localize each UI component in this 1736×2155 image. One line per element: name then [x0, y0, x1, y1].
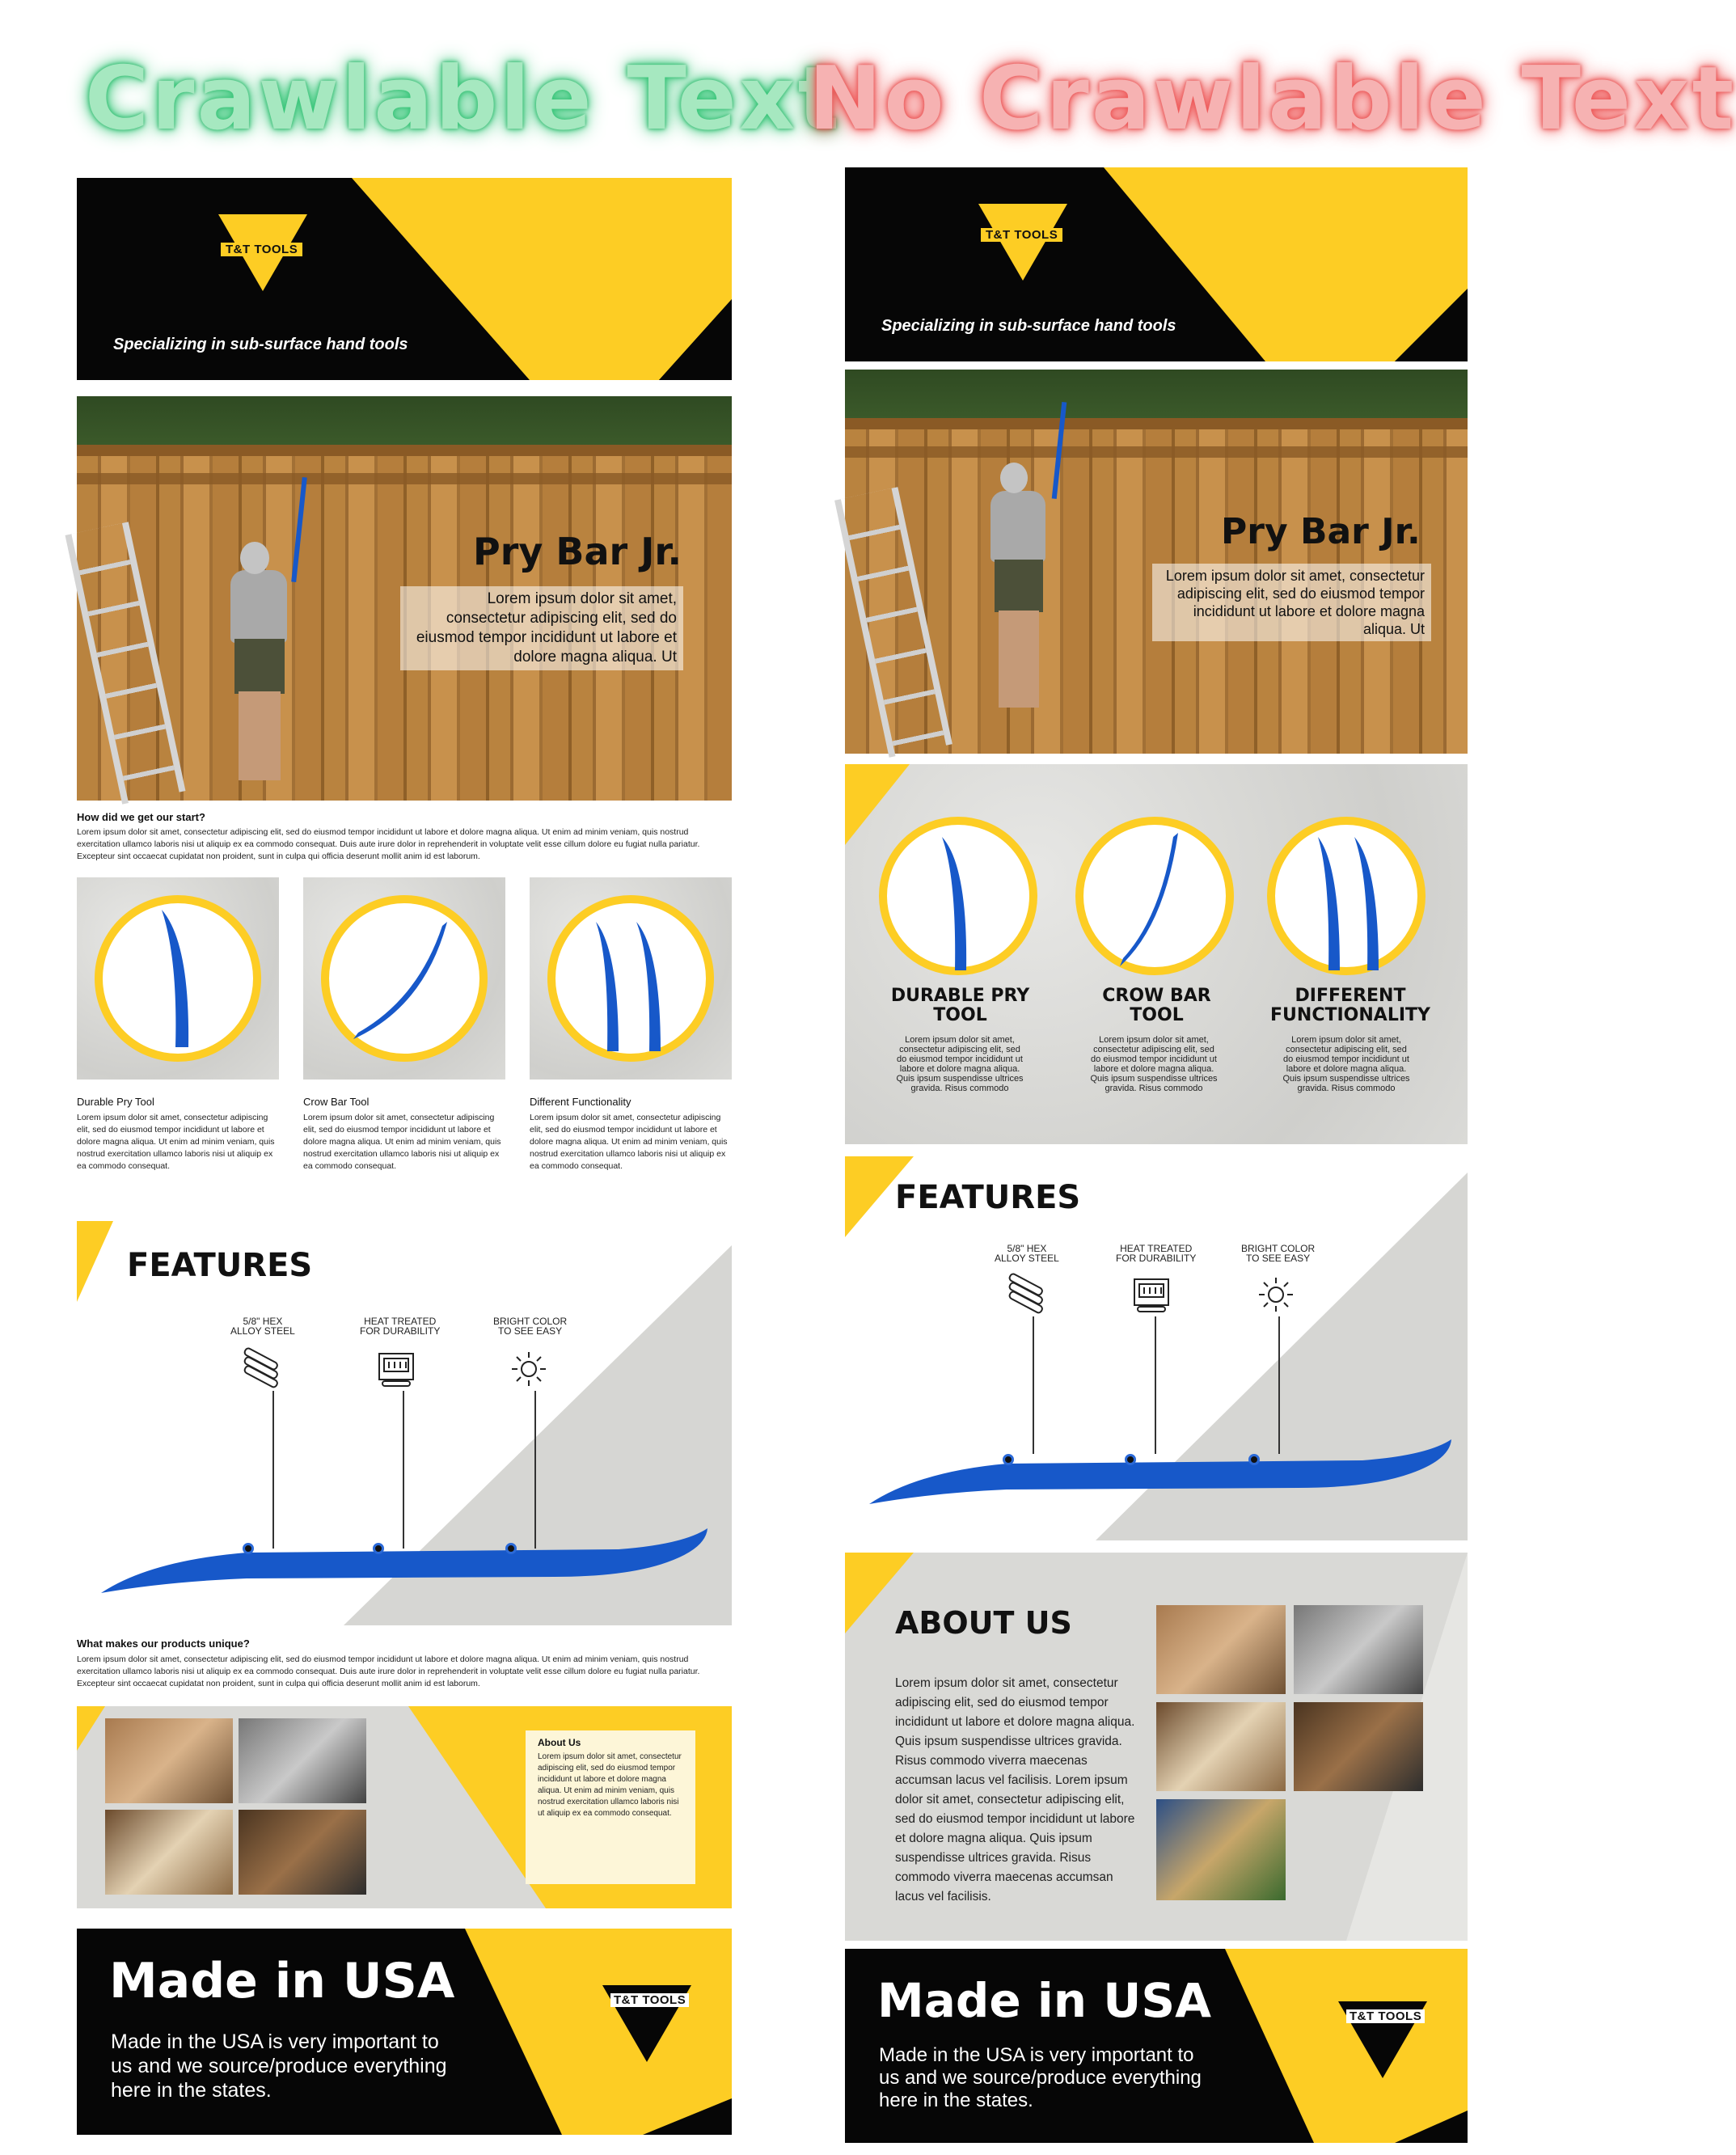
about-photo-5 — [1156, 1799, 1286, 1900]
ladder-image — [65, 522, 186, 804]
about-panel-left — [77, 1706, 732, 1908]
brand-logo: T&T TOOLS — [221, 243, 302, 256]
steel-rods-icon — [240, 1350, 287, 1388]
sun-icon — [1252, 1276, 1299, 1313]
right-card-body-1: Lorem ipsum dolor sit amet, consectetur adipiscing elit, sed do eiusmod tempor incididunt ut labore et dolore magna aliqua. Quis ipsum suspendisse ultrices gravida. Risus commodo — [896, 1035, 1024, 1093]
about-heading-right: ABOUT US — [895, 1605, 1072, 1641]
features-title: FEATURES — [127, 1247, 313, 1284]
about-photo-4 — [1294, 1702, 1423, 1791]
hero-photo-right — [845, 370, 1468, 754]
pry-bar-icon — [77, 877, 279, 1080]
card-title-3: Different Functionality — [530, 1096, 631, 1108]
tools-photo-2 — [239, 1718, 366, 1803]
brand-logo-footer-left: T&T TOOLS — [610, 1993, 689, 2007]
product-card-image-3 — [530, 877, 732, 1080]
feature-label-right-2: HEAT TREATED FOR DURABILITY — [1116, 1243, 1197, 1264]
features-cards-right — [845, 764, 1468, 1144]
tagline-right: Specializing in sub-surface hand tools — [881, 317, 1176, 335]
made-in-usa-left — [77, 1929, 732, 2135]
card-body-1: Lorem ipsum dolor sit amet, consectetur adipiscing elit, sed do eiusmod tempor incididunt ut labore et dolore magna aliqua. Ut enim ad minim veniam, quis nostrud exercitation ullamco laboris nisi ut aliquip ex ea commodo consequat. — [77, 1113, 275, 1171]
card-body-2: Lorem ipsum dolor sit amet, consectetur adipiscing elit, sed do eiusmod tempor incididunt ut labore et dolore magna aliqua. Ut enim ad minim veniam, quis nostrud exercitation ullamco laboris nisi ut aliquip ex ea commodo consequat. — [303, 1113, 501, 1171]
hero-title: Pry Bar Jr. — [473, 530, 682, 573]
tools-photo-1 — [105, 1718, 233, 1803]
unique-body: Lorem ipsum dolor sit amet, consectetur adipiscing elit, sed do eiusmod tempor incididunt ut labore et dolore magna aliqua. Ut enim ad minim veniam, quis nostrud exercitation ullamco laboris nisi ut aliquip ex ea commodo consequat. Duis aute irure dolor in reprehenderit in voluptate velit esse cillum dolore eu fugiat nulla pariatur. Excepteur sint occaecat cupidatat non proident, sunt in culpa qui officia deserunt mollit anim id est laborum. — [77, 1654, 700, 1688]
crawlable-text-heading: Crawlable Text — [85, 49, 843, 150]
made-title-left: Made in USA — [109, 1953, 455, 2009]
made-title-right: Made in USA — [877, 1973, 1212, 2028]
hero-title-right: Pry Bar Jr. — [1221, 511, 1421, 552]
feature-label-2: HEAT TREATED FOR DURABILITY — [360, 1316, 441, 1337]
feature-label-right-3: BRIGHT COLOR TO SEE EASY — [1241, 1243, 1316, 1264]
card-title-2: Crow Bar Tool — [303, 1096, 370, 1108]
right-card-title-1: DURABLE PRY TOOL — [890, 986, 1030, 1025]
unique-heading: What makes our products unique? — [77, 1637, 250, 1650]
left-header-banner — [77, 178, 732, 380]
made-body-left: Made in the USA is very important to us and we source/produce everything here in the states. — [111, 2030, 447, 2102]
features-panel-left — [77, 1221, 732, 1625]
about-body-right: Lorem ipsum dolor sit amet, consectetur adipiscing elit, sed do eiusmod tempor incididunt ut labore et dolore magna aliqua. Quis ipsum suspendisse ultrices gravida. Risus commodo viverra maecenas accumsan lacus vel facilisis. Lorem ipsum dolor sit amet, consectetur adipiscing elit, sed do eiusmod tempor incididunt ut labore et dolore magna aliqua. Quis ipsum suspendisse ultrices gravida. Risus commodo viverra maecenas accumsan lacus vel facilisis. — [895, 1676, 1135, 1904]
about-body-left: Lorem ipsum dolor sit amet, consectetur adipiscing elit, sed do eiusmod tempor incididunt ut labore et dolore magna aliqua. Ut enim ad minim veniam, quis nostrud exercitation ullamco laboris nisi ut aliquip ex ea commodo consequat. — [538, 1752, 682, 1818]
logo-triangle-icon — [978, 204, 1067, 281]
brand-logo-right: T&T TOOLS — [981, 228, 1062, 242]
about-panel-right — [845, 1553, 1468, 1941]
right-card-body-3: Lorem ipsum dolor sit amet, consectetur adipiscing elit, sed do eiusmod tempor incididunt ut labore et dolore magna aliqua. Quis ipsum suspendisse ultrices gravida. Risus commodo — [1282, 1035, 1410, 1093]
right-header-banner — [845, 167, 1468, 361]
oven-icon — [1128, 1276, 1175, 1313]
product-card-image-2 — [303, 877, 505, 1080]
tools-photo-3 — [105, 1810, 233, 1895]
tools-photo-4 — [239, 1810, 366, 1895]
pry-bar-image — [101, 1512, 716, 1601]
card-body-3: Lorem ipsum dolor sit amet, consectetur adipiscing elit, sed do eiusmod tempor incididunt ut labore et dolore magna aliqua. Ut enim ad minim veniam, quis nostrud exercitation ullamco laboris nisi ut aliquip ex ea commodo consequat. — [530, 1113, 728, 1171]
sun-icon — [505, 1350, 552, 1388]
hero-description-right: Lorem ipsum dolor sit amet, consectetur adipiscing elit, sed do eiusmod tempor incididunt ut labore et dolore magna aliqua. Ut — [1152, 564, 1431, 641]
about-photo-1 — [1156, 1605, 1286, 1694]
two-bars-icon — [530, 877, 732, 1080]
about-photo-2 — [1294, 1605, 1423, 1694]
start-body: Lorem ipsum dolor sit amet, consectetur adipiscing elit, sed do eiusmod tempor incididunt ut labore et dolore magna aliqua. Ut enim ad minim veniam, quis nostrud exercitation ullamco laboris nisi ut aliquip ex ea commodo consequat. Duis aute irure dolor in reprehenderit in voluptate velit esse cillum dolore eu fugiat nulla pariatur. Excepteur sint occaecat cupidatat non proident, sunt in culpa qui officia deserunt mollit anim id est laborum. — [77, 827, 700, 861]
oven-icon — [373, 1350, 420, 1388]
crow-bar-icon — [303, 877, 505, 1080]
brand-logo-footer-right: T&T TOOLS — [1346, 2009, 1425, 2023]
hero-description: Lorem ipsum dolor sit amet, consectetur adipiscing elit, sed do eiusmod tempor incididunt ut labore et dolore magna aliqua. Ut — [400, 586, 683, 670]
features-title-right: FEATURES — [895, 1179, 1081, 1216]
steel-rods-icon — [1005, 1276, 1052, 1313]
made-in-usa-right — [845, 1949, 1468, 2143]
right-card-body-2: Lorem ipsum dolor sit amet, consectetur adipiscing elit, sed do eiusmod tempor incididunt ut labore et dolore magna aliqua. Quis ipsum suspendisse ultrices gravida. Risus commodo — [1090, 1035, 1218, 1093]
start-heading: How did we get our start? — [77, 811, 205, 823]
made-body-right: Made in the USA is very important to us and we source/produce everything here in the states. — [879, 2044, 1202, 2111]
tagline: Specializing in sub-surface hand tools — [113, 336, 408, 353]
product-card-image-1 — [77, 877, 279, 1080]
feature-label-1: 5/8" HEX ALLOY STEEL — [230, 1316, 295, 1337]
right-card-title-3: DIFFERENT FUNCTIONALITY — [1270, 986, 1430, 1025]
feature-label-right-1: 5/8" HEX ALLOY STEEL — [995, 1243, 1059, 1264]
hero-photo — [77, 396, 732, 801]
right-card-title-2: CROW BAR TOOL — [1102, 986, 1211, 1025]
about-photo-3 — [1156, 1702, 1286, 1791]
pry-bar-image-right — [869, 1423, 1459, 1512]
features-panel-right — [845, 1156, 1468, 1540]
card-title-1: Durable Pry Tool — [77, 1096, 154, 1108]
feature-label-3: BRIGHT COLOR TO SEE EASY — [493, 1316, 568, 1337]
about-heading-left: About Us — [538, 1737, 581, 1748]
no-crawlable-text-heading: No Crawlable Text — [809, 49, 1736, 150]
